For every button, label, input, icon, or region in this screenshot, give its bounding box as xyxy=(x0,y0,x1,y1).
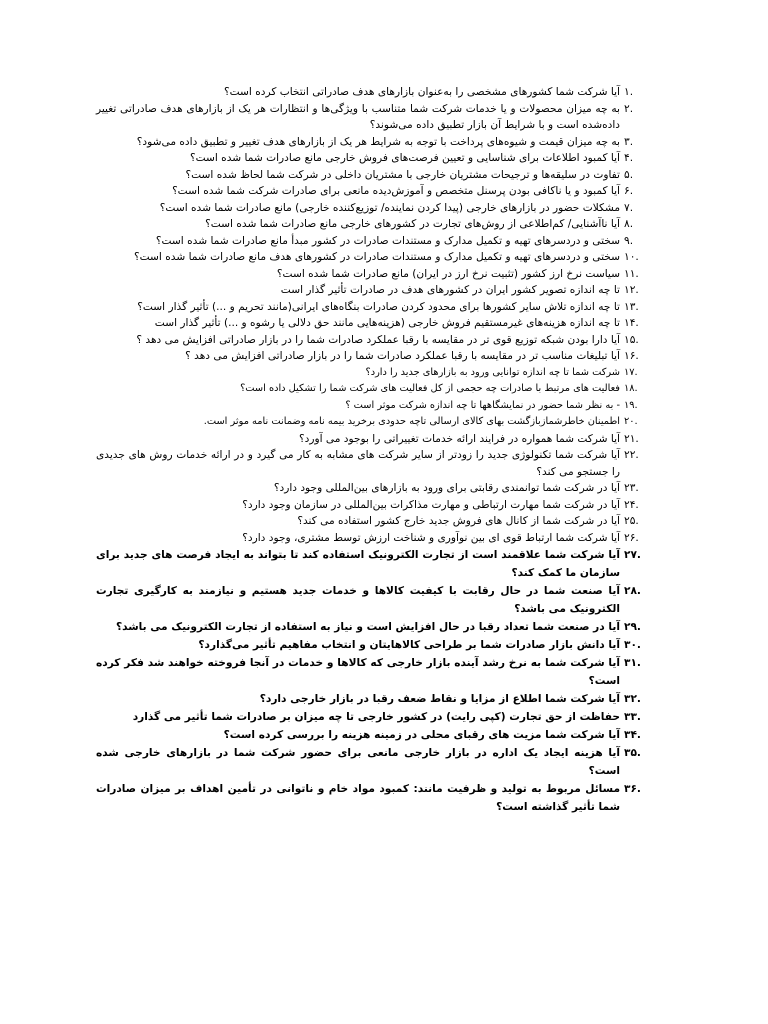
question-number: ۱۱. xyxy=(624,267,639,280)
question-text: آیا شرکت شما به نرخ رشد آینده بازار خارجی که کالاها و خدمات در آنجا فروخته خواهند شد فکر کرده است؟ xyxy=(96,657,620,687)
question-item xyxy=(96,365,658,382)
question-text: شرکت شما تا چه اندازه توانایی ورود به بازارهای جدید را دارد؟ xyxy=(365,366,620,378)
question-number: ۴. xyxy=(624,152,634,164)
question-item xyxy=(96,167,658,184)
question-text: آیا دانش بازار صادرات شما بر طراحی کالاهایتان و انتخاب مفاهیم تأثیر می‌گذارد؟ xyxy=(198,639,620,651)
question-number: ۳۱. xyxy=(624,657,641,669)
question-number: ۲۱. xyxy=(624,432,639,445)
question-item xyxy=(96,618,658,636)
question-text: آیا ناآشنایی/ کم‌اطلاعی از روش‌های تجارت در کشورهای خارجی مانع صادرات شما شده است؟ xyxy=(205,218,620,230)
question-text: مسائل مربوط به تولید و ظرفیت مانند: کمبود مواد خام و ناتوانی در تأمین اهداف بر میزان صادرات شما تأثیر گذاشته است؟ xyxy=(96,783,620,813)
question-item xyxy=(96,134,658,151)
question-text: آیا در صنعت شما تعداد رقبا در حال افزایش است و نیاز به استفاده از تجارت الکترونیک می باشد؟ xyxy=(115,621,620,633)
question-text: آیا شرکت شما علاقمند است از تجارت الکترونیک استفاده کند تا بتواند به ایجاد فرصت های جدید برای سازمان ما کمک کند؟ xyxy=(96,549,620,579)
question-item xyxy=(96,530,658,547)
question-item xyxy=(96,101,658,134)
question-text: آیا شرکت شما کشورهای مشخصی را به‌عنوان بازارهای هدف صادراتی انتخاب کرده است؟ xyxy=(224,86,620,98)
question-item xyxy=(96,513,658,530)
question-text: تا چه اندازه هزینه‌های غیرمستقیم فروش خارجی (هزینه‌هایی مانند حق دلالی یا رشوه و ...) تأثیر گذار است xyxy=(154,317,620,329)
question-text: تفاوت در سلیقه‌ها و ترجیحات مشتریان خارجی با مشتریان داخلی در شرکت شما لحاظ شده است؟ xyxy=(185,168,620,181)
question-text: تا چه اندازه تلاش سایر کشورها برای محدود کردن صادرات بنگاه‌های ایرانی(مانند تحریم و ...) تأثیر گذار است؟ xyxy=(137,300,620,313)
question-number: ۲۲. xyxy=(624,449,639,461)
question-text: آیا شرکت شما مزیت های رقبای محلی در زمینه هزینه را بررسی کرده است؟ xyxy=(223,729,620,741)
question-number: ۱۸. xyxy=(624,383,638,394)
question-item xyxy=(96,299,658,316)
question-number: ۲۶. xyxy=(624,531,639,544)
question-item xyxy=(96,266,658,283)
question-item xyxy=(96,708,658,726)
question-number: ۷. xyxy=(624,201,634,214)
question-item xyxy=(96,233,658,250)
question-number: ۸. xyxy=(624,218,634,230)
question-number: ۲۳. xyxy=(624,482,639,494)
question-item xyxy=(96,398,658,415)
question-number: ۳. xyxy=(624,135,634,148)
question-item xyxy=(96,690,658,708)
question-text: آیا در شرکت شما توانمندی رقابتی برای ورود به بازارهای بین‌المللی وجود دارد؟ xyxy=(273,482,620,494)
question-text: آیا در شرکت شما مهارت ارتباطی و مهارت مذاکرات بین‌المللی در سازمان وجود دارد؟ xyxy=(242,498,620,511)
question-number: ۵. xyxy=(624,168,634,181)
question-number: ۲۵. xyxy=(624,515,639,527)
question-item xyxy=(96,414,658,431)
question-number: ۱۴. xyxy=(624,317,639,329)
question-item xyxy=(96,282,658,299)
question-text: آیا کمبود و یا ناکافی بودن پرسنل متخصص و آموزش‌دیده مانعی برای صادرات شرکت شما شده است؟ xyxy=(172,185,620,197)
question-item xyxy=(96,150,658,167)
question-number: ۳۲. xyxy=(624,693,641,705)
question-number: ۱۰. xyxy=(624,251,639,263)
question-text: سختی و دردسرهای تهیه و تکمیل مدارک و مستندات صادرات در کشورهای هدف مانع صادرات شما شده است؟ xyxy=(134,251,620,263)
question-text: آیا هزینه ایجاد یک اداره در بازار خارجی مانعی برای حضور شرکت شما در بازارهای خارجی شده است؟ xyxy=(96,747,620,777)
question-text: آیا در شرکت شما از کانال های فروش جدید خارج کشور استفاده می کند؟ xyxy=(297,515,620,527)
question-number: ۹. xyxy=(624,234,634,247)
question-text: حفاظت از حق تجارت (کپی رایت) در کشور خارجی تا چه میزان بر صادرات شما تأثیر می گذارد xyxy=(132,711,620,723)
question-item xyxy=(96,497,658,514)
question-text: آیا کمبود اطلاعات برای شناسایی و تعیین فرصت‌های فروش خارجی مانع صادرات شما شده است؟ xyxy=(189,152,620,164)
question-number: ۳۳. xyxy=(624,711,641,723)
question-number: ۲۹. xyxy=(624,621,641,633)
question-item xyxy=(96,546,658,582)
question-text: آیا شرکت شما همواره در فرایند ارائه خدمات تغییراتی را بوجود می آورد؟ xyxy=(299,432,620,445)
question-text: آیا شرکت شما اطلاع از مزایا و نقاط ضعف رقبا در بازار خارجی دارد؟ xyxy=(259,693,620,705)
question-text: اطمینان خاطرشمازبازگشت بهای کالای ارسالی تاچه حدودی برخرید بیمه نامه وضمانت نامه موثر است. xyxy=(203,416,620,427)
question-item xyxy=(96,780,658,816)
question-text: تا چه اندازه تصویر کشور ایران در کشورهای هدف در صادرات تأثیر گذار است xyxy=(280,284,620,296)
question-item xyxy=(96,348,658,365)
question-number: ۳۶. xyxy=(624,783,641,795)
question-number: ۶. xyxy=(624,185,634,197)
question-number: ۱۵. xyxy=(624,333,639,346)
question-text: آیا صنعت شما در حال رقابت با کیفیت کالاها و خدمات جدید هستیم و نیازمند به کارگیری تجارت الکترونیک می باشد؟ xyxy=(96,585,620,615)
question-number: ۱۳. xyxy=(624,300,639,313)
question-text: - به نظر شما حضور در نمایشگاهها تا چه اندازه شرکت موثر است ؟ xyxy=(345,399,620,411)
question-item xyxy=(96,447,658,480)
question-number: ۲. xyxy=(624,102,634,115)
question-item xyxy=(96,582,658,618)
question-number: ۱۷. xyxy=(624,366,638,378)
question-item xyxy=(96,431,658,448)
question-item xyxy=(96,249,658,266)
question-item xyxy=(96,216,658,233)
question-number: ۲۰. xyxy=(624,416,638,427)
question-number: ۱۲. xyxy=(624,284,639,296)
question-number: ۲۴. xyxy=(624,498,639,511)
question-item xyxy=(96,332,658,349)
question-item xyxy=(96,480,658,497)
question-item xyxy=(96,654,658,690)
question-number: ۳۵. xyxy=(624,747,641,759)
question-text: آیا تبلیغات مناسب تر در مقایسه با رقبا عملکرد صادرات شما را در بازار صادراتی افزایش می دهد ؟ xyxy=(185,350,620,362)
question-text: به چه میزان قیمت و شیوه‌های پرداخت با توجه به شرایط هر یک از بازارهای هدف تغییر و تطبیق داده می‌شود؟ xyxy=(136,135,620,148)
question-text: به چه میزان محصولات و یا خدمات شرکت شما متناسب با ویژگی‌ها و انتظارات هر یک از بازارهای هدف صادراتی تغییر دادەشده است و با شرایط آن بازار تطبیق داده می‌شوند؟ xyxy=(96,102,620,131)
question-item xyxy=(96,636,658,654)
question-item xyxy=(96,381,658,398)
question-item xyxy=(96,200,658,217)
question-number: ۳۰. xyxy=(624,639,641,651)
question-text: مشکلات حضور در بازارهای خارجی (پیدا کردن نماینده/ توزیع‌کننده خارجی) مانع صادرات شما شده است؟ xyxy=(159,201,620,214)
question-number: ۱. xyxy=(624,86,634,98)
question-number: ۳۴. xyxy=(624,729,641,741)
question-number: ۲۷. xyxy=(624,549,641,561)
question-number: ۱۹. xyxy=(624,399,638,411)
question-text: آیا دارا بودن شبکه توزیع قوی تر در مقایسه با رقبا عملکرد صادرات شما را در بازار صادراتی افزایش می دهد ؟ xyxy=(136,333,620,346)
question-item xyxy=(96,744,658,780)
question-list xyxy=(96,84,658,816)
question-number: ۱۶. xyxy=(624,350,639,362)
question-text: سختی و دردسرهای تهیه و تکمیل مدارک و مستندات صادرات در کشور مبدأ مانع صادرات شما شده است؟ xyxy=(155,234,620,247)
question-item xyxy=(96,84,658,101)
question-item xyxy=(96,726,658,744)
question-text: سیاست نرخ ارز کشور (تثبیت نرخ ارز در ایران) مانع صادرات شما شده است؟ xyxy=(276,267,620,280)
question-item xyxy=(96,315,658,332)
question-item xyxy=(96,183,658,200)
question-text: آیا شرکت شما ارتباط قوی ای بین نوآوری و شناخت ارزش توسط مشتری، وجود دارد؟ xyxy=(242,531,620,544)
question-number: ۲۸. xyxy=(624,585,641,597)
question-text: آیا شرکت شما تکنولوژی جدید را زودتر از سایر شرکت های مشابه به کار می گیرد و در ارائه خدمات روش های جدیدی را جستجو می کند؟ xyxy=(96,449,620,478)
question-text: فعالیت های مرتبط با صادرات چه حجمی از کل فعالیت های شرکت شما را تشکیل داده است؟ xyxy=(240,383,620,394)
